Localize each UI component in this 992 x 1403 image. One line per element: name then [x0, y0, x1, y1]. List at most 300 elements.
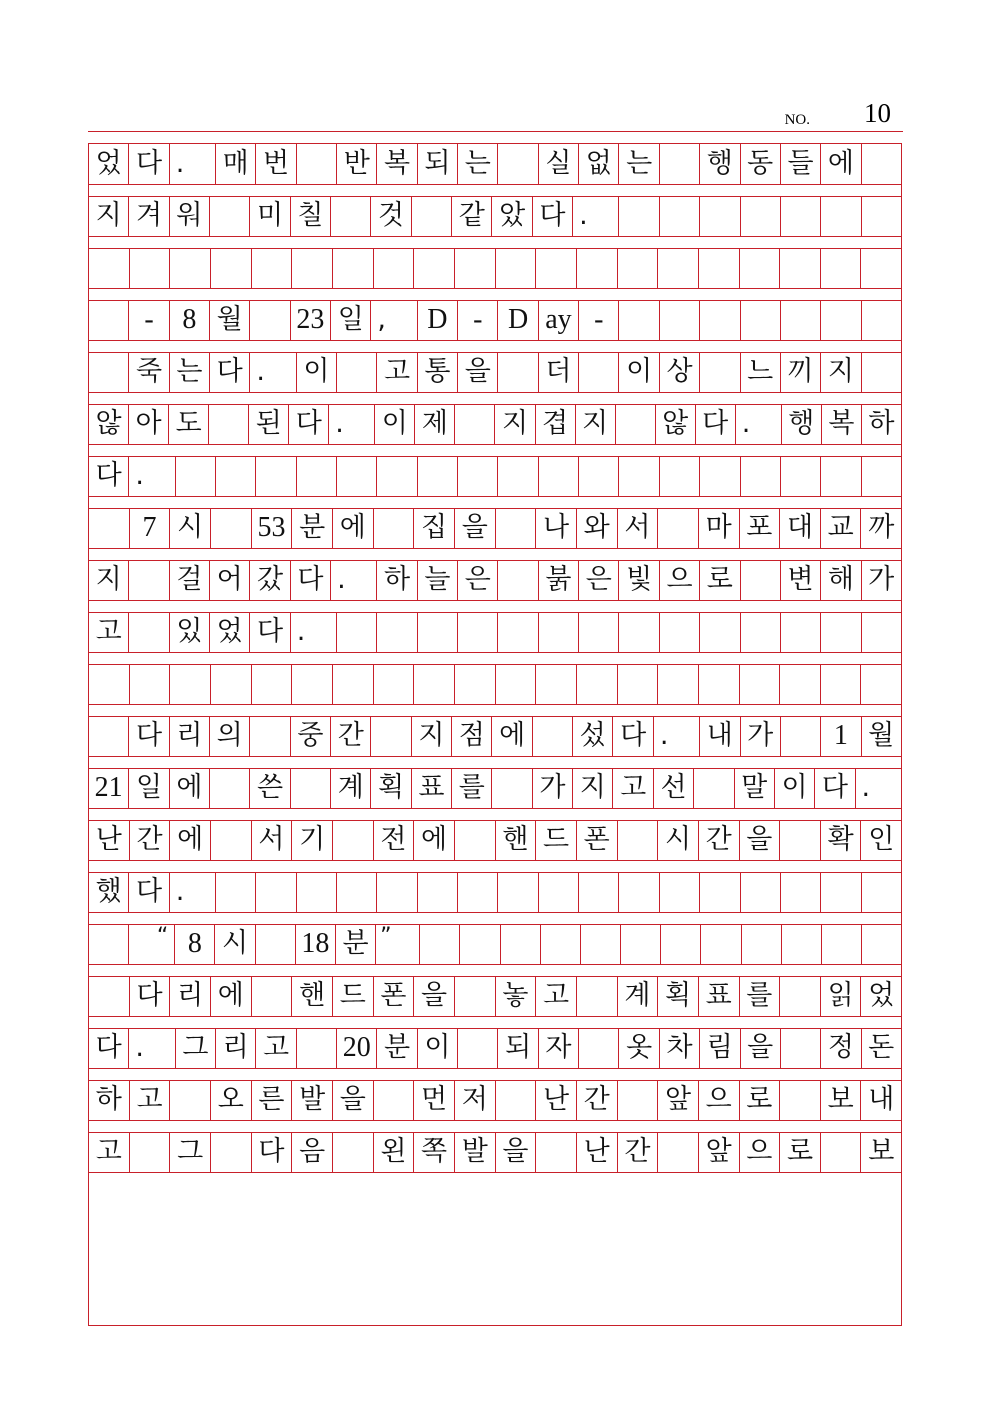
- grid-cell: [89, 352, 129, 392]
- grid-cell: 정: [821, 1028, 861, 1068]
- grid-cell: [781, 872, 821, 912]
- grid-cell: 인: [868, 824, 895, 855]
- grid-row: [89, 560, 901, 601]
- grid-cell: 다: [613, 716, 653, 756]
- grid-cell: [89, 924, 129, 964]
- grid-cell: 리: [216, 1028, 256, 1068]
- grid-cell: 다: [129, 144, 169, 184]
- grid-cell: [861, 248, 901, 288]
- grid-cell: [658, 508, 699, 548]
- page-number: 10: [864, 98, 891, 128]
- grid-cell: 확: [821, 820, 862, 860]
- grid-cell: [581, 924, 621, 964]
- page-number-label: NO.: [784, 112, 810, 128]
- grid-row: [89, 820, 901, 861]
- grid-cell: 복: [377, 144, 417, 184]
- grid-cell: [658, 248, 699, 288]
- grid-cell: 23: [291, 300, 331, 340]
- grid-cell: [374, 248, 415, 288]
- grid-cell: 않: [656, 404, 696, 444]
- grid-cell: [176, 456, 216, 496]
- grid-cell: [458, 872, 498, 912]
- grid-cell: [539, 872, 579, 912]
- grid-cell: 실: [539, 144, 579, 184]
- grid-cell: [129, 612, 169, 652]
- grid-cell: 보: [868, 1136, 895, 1167]
- grid-cell: 을: [496, 1132, 537, 1172]
- grid-cell: [781, 300, 821, 340]
- grid-cell: .: [250, 352, 296, 392]
- grid-cell: 일: [129, 768, 169, 808]
- grid-cell: [821, 872, 861, 912]
- grid-cell: [377, 456, 417, 496]
- grid-cell: [129, 560, 169, 600]
- grid-cell: 어: [210, 560, 250, 600]
- grid-cell: 돈: [868, 1032, 895, 1063]
- grid-cell: [660, 196, 700, 236]
- grid-cell: [694, 768, 734, 808]
- grid-cell: -: [579, 300, 619, 340]
- grid-cell: [616, 404, 656, 444]
- grid-cell: 반: [337, 144, 377, 184]
- grid-cell: [455, 976, 496, 1016]
- grid-cell: [297, 872, 337, 912]
- grid-cell: [211, 820, 252, 860]
- grid-cell: [862, 872, 901, 912]
- grid-cell: [337, 352, 377, 392]
- grid-cell: [621, 924, 661, 964]
- grid-cell: [539, 456, 579, 496]
- grid-cell: 붉: [539, 560, 579, 600]
- grid-cell: D: [498, 300, 538, 340]
- grid-cell: [460, 924, 500, 964]
- grid-cell: 1: [821, 716, 861, 756]
- grid-cell: [216, 456, 256, 496]
- grid-row: [89, 664, 901, 705]
- grid-cell: 획: [371, 768, 411, 808]
- grid-cell: [780, 248, 821, 288]
- grid-cell: [458, 456, 498, 496]
- grid-cell: [780, 976, 821, 1016]
- grid-cell: 에: [333, 508, 374, 548]
- grid-cell: [420, 924, 460, 964]
- grid-row: [89, 1028, 901, 1069]
- grid-cell: 지: [89, 196, 129, 236]
- grid-cell: [377, 872, 417, 912]
- grid-cell: [821, 196, 861, 236]
- grid-cell: [781, 1028, 821, 1068]
- grid-cell: [297, 1028, 337, 1068]
- grid-cell: [333, 820, 374, 860]
- grid-cell: [577, 248, 618, 288]
- grid-cell: 죽: [129, 352, 169, 392]
- grid-cell: 대: [780, 508, 821, 548]
- grid-cell: [781, 196, 821, 236]
- grid-cell: [252, 976, 293, 1016]
- grid-cell: 발: [455, 1132, 496, 1172]
- grid-cell: [412, 196, 452, 236]
- grid-cell: [211, 248, 252, 288]
- grid-cell: [292, 248, 333, 288]
- grid-cell: 쪽: [414, 1132, 455, 1172]
- grid-cell: 을: [741, 1028, 781, 1068]
- grid-row: [89, 768, 901, 809]
- grid-cell: 미: [250, 196, 290, 236]
- grid-cell: [455, 404, 495, 444]
- grid-cell: 리: [170, 716, 210, 756]
- grid-row: [89, 196, 901, 237]
- grid-cell: 53: [252, 508, 293, 548]
- grid-cell: 지: [573, 768, 613, 808]
- grid-cell: 행: [700, 144, 740, 184]
- grid-cell: 끼: [781, 352, 821, 392]
- grid-cell: [211, 508, 252, 548]
- grid-cell: [821, 612, 861, 652]
- grid-cell: 느: [741, 352, 781, 392]
- grid-cell: 른: [252, 1080, 293, 1120]
- grid-cell: 보: [821, 1080, 862, 1120]
- grid-cell: [741, 196, 781, 236]
- grid-cell: 같: [452, 196, 492, 236]
- grid-cell: 이: [375, 404, 415, 444]
- grid-row: [89, 924, 901, 965]
- grid-cell: [821, 248, 862, 288]
- grid-cell: 으: [699, 1080, 740, 1120]
- grid-cell: .: [129, 1028, 175, 1068]
- grid-cell: [414, 248, 455, 288]
- grid-cell: [209, 404, 249, 444]
- grid-cell: 교: [821, 508, 862, 548]
- grid-cell: 먼: [414, 1080, 455, 1120]
- grid-cell: 이: [418, 1028, 458, 1068]
- grid-cell: 난: [89, 820, 130, 860]
- grid-cell: 되: [498, 1028, 538, 1068]
- grid-cell: “: [129, 924, 175, 964]
- grid-cell: [418, 872, 458, 912]
- grid-cell: [861, 664, 901, 704]
- grid-cell: [498, 144, 538, 184]
- grid-cell: 되: [418, 144, 458, 184]
- grid-cell: [780, 664, 821, 704]
- grid-cell: 다: [252, 1132, 293, 1172]
- grid-cell: [170, 1080, 211, 1120]
- grid-cell: [780, 820, 821, 860]
- grid-cell: .: [170, 872, 216, 912]
- grid-cell: [455, 248, 496, 288]
- grid-cell: 내: [868, 1084, 895, 1115]
- grid-cell: 핸: [292, 976, 333, 1016]
- grid-cell: 일: [331, 300, 371, 340]
- grid-cell: 로: [740, 1080, 781, 1120]
- grid-cell: [333, 1132, 374, 1172]
- grid-cell: 워: [170, 196, 210, 236]
- grid-cell: [492, 768, 532, 808]
- grid-cell: [862, 144, 901, 184]
- grid-cell: 가: [741, 716, 781, 756]
- grid-cell: [89, 716, 129, 756]
- grid-cell: 다: [130, 976, 171, 1016]
- grid-cell: [821, 1132, 862, 1172]
- grid-cell: [211, 664, 252, 704]
- grid-cell: [862, 300, 901, 340]
- grid-cell: 없: [579, 144, 619, 184]
- grid-cell: [579, 352, 619, 392]
- grid-cell: 계: [618, 976, 659, 1016]
- grid-cell: 들: [781, 144, 821, 184]
- grid-cell: 중: [291, 716, 331, 756]
- grid-cell: [741, 612, 781, 652]
- grid-cell: 을: [455, 508, 496, 548]
- grid-row: [89, 144, 901, 185]
- grid-cell: 월: [868, 720, 895, 751]
- grid-cell: 으: [660, 560, 700, 600]
- grid-cell: 복: [822, 404, 862, 444]
- grid-cell: 변: [781, 560, 821, 600]
- grid-cell: [700, 352, 740, 392]
- grid-cell: 옷: [619, 1028, 659, 1068]
- grid-cell: 고: [377, 352, 417, 392]
- grid-cell: [740, 248, 781, 288]
- grid-cell: 상: [660, 352, 700, 392]
- grid-cell: 점: [452, 716, 492, 756]
- grid-cell: 도: [169, 404, 209, 444]
- grid-cell: 지: [821, 352, 861, 392]
- grid-cell: 다: [210, 352, 250, 392]
- grid-cell: 핸: [496, 820, 537, 860]
- grid-cell: [337, 872, 377, 912]
- grid-cell: [496, 664, 537, 704]
- grid-cell: [374, 664, 415, 704]
- grid-cell: 20: [337, 1028, 377, 1068]
- grid-cell: [256, 456, 296, 496]
- grid-cell: 음: [292, 1132, 333, 1172]
- grid-row: [89, 1132, 901, 1173]
- grid-cell: [741, 456, 781, 496]
- grid-cell: [660, 300, 700, 340]
- grid-cell: [331, 196, 371, 236]
- grid-cell: [781, 612, 821, 652]
- grid-cell: [210, 768, 250, 808]
- grid-cell: 전: [374, 820, 415, 860]
- grid-cell: [89, 976, 130, 1016]
- grid-cell: 이: [775, 768, 815, 808]
- grid-cell: [781, 456, 821, 496]
- grid-cell: [501, 924, 541, 964]
- grid-cell: [418, 456, 458, 496]
- grid-cell: [862, 612, 901, 652]
- grid-cell: [536, 1132, 577, 1172]
- grid-row: [89, 1080, 901, 1121]
- grid-cell: 았: [492, 196, 532, 236]
- grid-cell: [297, 144, 337, 184]
- grid-cell: [130, 1132, 171, 1172]
- grid-cell: 하: [868, 408, 895, 439]
- grid-cell: 다: [89, 1028, 129, 1068]
- grid-cell: 을: [333, 1080, 374, 1120]
- grid-cell: 아: [129, 404, 169, 444]
- grid-cell: [256, 924, 296, 964]
- grid-cell: 다: [250, 612, 290, 652]
- grid-cell: 다: [815, 768, 855, 808]
- grid-cell: .: [654, 716, 700, 756]
- grid-cell: [862, 924, 901, 964]
- grid-cell: 된: [249, 404, 289, 444]
- grid-cell: [333, 664, 374, 704]
- grid-cell: 그: [176, 1028, 216, 1068]
- grid-cell: 칠: [291, 196, 331, 236]
- grid-cell: [216, 872, 256, 912]
- grid-cell: 를: [740, 976, 781, 1016]
- grid-cell: 8: [175, 924, 215, 964]
- grid-cell: 포: [740, 508, 781, 548]
- grid-cell: 표: [412, 768, 452, 808]
- grid-cell: 동: [741, 144, 781, 184]
- grid-cell: [700, 612, 740, 652]
- grid-cell: 시: [215, 924, 255, 964]
- grid-row: [89, 352, 901, 393]
- grid-cell: [618, 664, 659, 704]
- grid-cell: [740, 664, 781, 704]
- grid-cell: [210, 196, 250, 236]
- grid-cell: 갔: [250, 560, 290, 600]
- grid-cell: [536, 248, 577, 288]
- grid-cell: 통: [418, 352, 458, 392]
- grid-cell: 겹: [536, 404, 576, 444]
- grid-cell: 있: [170, 612, 210, 652]
- grid-cell: [660, 456, 700, 496]
- grid-cell: .: [736, 404, 782, 444]
- grid-cell: 을: [458, 352, 498, 392]
- grid-cell: 앞: [658, 1080, 699, 1120]
- grid-cell: [780, 1080, 821, 1120]
- grid-cell: [170, 664, 211, 704]
- grid-cell: [577, 664, 618, 704]
- grid-cell: [821, 300, 861, 340]
- grid-cell: 선: [654, 768, 694, 808]
- grid-cell: [619, 612, 659, 652]
- grid-row: [89, 508, 901, 549]
- grid-cell: 획: [658, 976, 699, 1016]
- grid-cell: 저: [455, 1080, 496, 1120]
- grid-cell: 림: [700, 1028, 740, 1068]
- grid-cell: 오: [211, 1080, 252, 1120]
- grid-cell: 내: [700, 716, 740, 756]
- grid-cell: [337, 612, 377, 652]
- grid-cell: [741, 872, 781, 912]
- grid-cell: 에: [211, 976, 252, 1016]
- grid-cell: [130, 664, 171, 704]
- grid-cell: .: [573, 196, 619, 236]
- grid-cell: [619, 872, 659, 912]
- grid-cell: D: [418, 300, 458, 340]
- grid-cell: [862, 196, 901, 236]
- grid-cell: [250, 716, 290, 756]
- grid-cell: 그: [170, 1132, 211, 1172]
- grid-cell: 나: [536, 508, 577, 548]
- grid-cell: .: [331, 560, 377, 600]
- grid-cell: [252, 248, 293, 288]
- grid-cell: 지: [89, 560, 129, 600]
- grid-cell: 이: [297, 352, 337, 392]
- grid-cell: 었: [89, 144, 129, 184]
- grid-cell: [862, 456, 901, 496]
- grid-cell: 에: [414, 820, 455, 860]
- grid-cell: 앞: [699, 1132, 740, 1172]
- grid-cell: [577, 976, 618, 1016]
- grid-cell: [455, 820, 496, 860]
- grid-cell: [89, 508, 130, 548]
- grid-cell: [700, 300, 740, 340]
- grid-cell: [781, 716, 821, 756]
- grid-cell: 에: [492, 716, 532, 756]
- grid-cell: ,: [371, 300, 417, 340]
- grid-cell: 에: [170, 820, 211, 860]
- grid-cell: 고: [89, 1132, 130, 1172]
- grid-cell: 로: [780, 1132, 821, 1172]
- grid-cell: 행: [782, 404, 822, 444]
- grid-cell: .: [861, 772, 871, 803]
- grid-cell: 월: [210, 300, 250, 340]
- grid-cell: [541, 924, 581, 964]
- grid-cell: 간: [130, 820, 171, 860]
- grid-cell: [536, 664, 577, 704]
- grid-cell: [742, 924, 782, 964]
- grid-cell: [533, 716, 573, 756]
- grid-cell: 폰: [577, 820, 618, 860]
- grid-cell: [498, 456, 538, 496]
- grid-cell: [821, 664, 862, 704]
- grid-cell: 다: [129, 716, 169, 756]
- grid-cell: -: [129, 300, 169, 340]
- grid-cell: [658, 664, 699, 704]
- grid-cell: 서: [252, 820, 293, 860]
- grid-cell: 계: [331, 768, 371, 808]
- grid-cell: 을: [414, 976, 455, 1016]
- grid-cell: 것: [371, 196, 411, 236]
- grid-cell: [170, 248, 211, 288]
- grid-cell: 는: [170, 352, 210, 392]
- grid-cell: [539, 612, 579, 652]
- grid-cell: [250, 300, 290, 340]
- grid-cell: 않: [89, 404, 129, 444]
- grid-cell: 다: [291, 560, 331, 600]
- grid-cell: 지: [576, 404, 616, 444]
- grid-cell: [822, 924, 862, 964]
- manuscript-grid: [88, 143, 902, 1326]
- grid-cell: [291, 768, 331, 808]
- grid-cell: 서: [618, 508, 659, 548]
- grid-cell: .: [291, 612, 337, 652]
- grid-cell: 했: [89, 872, 129, 912]
- grid-cell: 해: [821, 560, 861, 600]
- grid-cell: 을: [740, 820, 781, 860]
- grid-cell: [256, 872, 296, 912]
- grid-cell: [699, 664, 740, 704]
- grid-cell: 말: [735, 768, 775, 808]
- grid-cell: 섰: [573, 716, 613, 756]
- grid-cell: 드: [536, 820, 577, 860]
- grid-cell: 지: [495, 404, 535, 444]
- grid-cell: [661, 924, 701, 964]
- grid-cell: 읽: [821, 976, 862, 1016]
- grid-cell: 간: [577, 1080, 618, 1120]
- grid-cell: 간: [331, 716, 371, 756]
- grid-cell: 7: [130, 508, 171, 548]
- grid-cell: [130, 248, 171, 288]
- grid-cell: 폰: [374, 976, 415, 1016]
- grid-cell: [498, 560, 538, 600]
- grid-cell: ay: [539, 300, 579, 340]
